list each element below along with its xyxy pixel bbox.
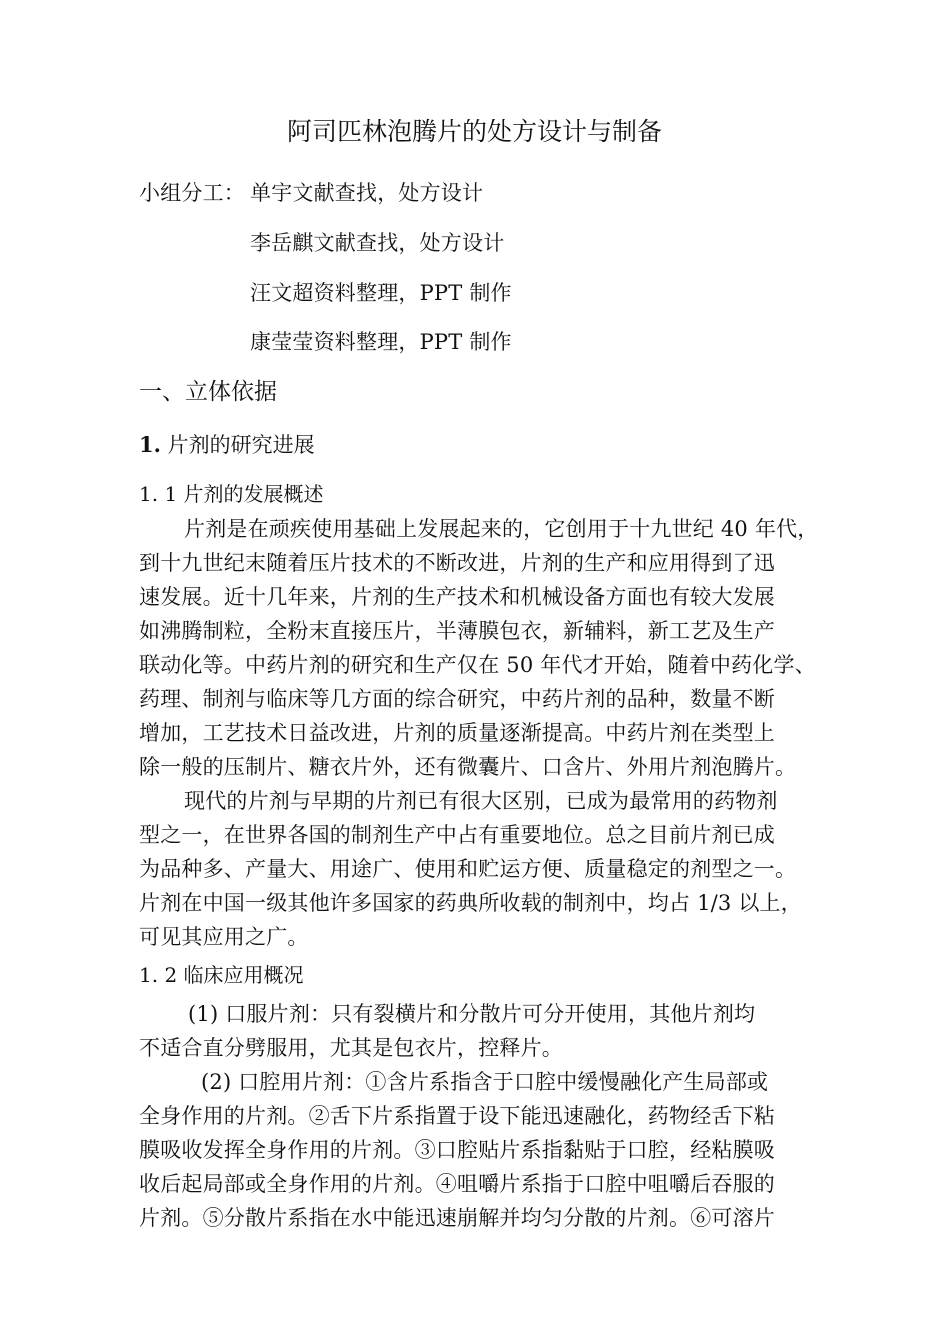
- paragraph-line: 联动化等。中药片剂的研究和生产仅在 50 年代才开始，随着中药化学、: [139, 653, 816, 677]
- list-item-line: 片剂。⑤分散片系指在水中能迅速崩解并均匀分散的片剂。⑥可溶片: [139, 1206, 775, 1230]
- subsection-heading-1-2: 1. 2 临床应用概况: [139, 963, 304, 987]
- paragraph-line: 速发展。近十几年来，片剂的生产技术和机械设备方面也有较大发展: [139, 585, 775, 609]
- paragraph-line: 片剂在中国一级其他许多国家的药典所收载的制剂中，均占 1/3 以上，: [139, 891, 802, 915]
- team-member-4: 康莹莹资料整理，PPT 制作: [250, 330, 512, 354]
- list-item-line: 膜吸收发挥全身作用的片剂。③口腔贴片系指黏贴于口腔，经粘膜吸: [139, 1138, 775, 1162]
- paragraph-line: 为品种多、产量大、用途广、使用和贮运方便、质量稳定的剂型之一。: [139, 857, 797, 881]
- subsection-heading-1: [139, 431, 315, 459]
- team-label: 小组分工：: [139, 181, 245, 205]
- team-member-3: 汪文超资料整理，PPT 制作: [250, 281, 512, 305]
- paragraph-line: 药理、制剂与临床等几方面的综合研究，中药片剂的品种，数量不断: [139, 687, 775, 711]
- document-title: 阿司匹林泡腾片的处方设计与制备: [287, 117, 663, 146]
- subsection-number: 1.: [139, 432, 161, 457]
- paragraph-line: 如沸腾制粒，全粉末直接压片，半薄膜包衣，新辅料，新工艺及生产: [139, 619, 775, 643]
- paragraph-line: 现代的片剂与早期的片剂已有很大区别，已成为最常用的药物剂: [184, 789, 778, 813]
- team-member-2: 李岳麒文献查找，处方设计: [250, 231, 505, 255]
- paragraph-line: 型之一，在世界各国的制剂生产中占有重要地位。总之目前片剂已成: [139, 823, 775, 847]
- subsection-title: 片剂的研究进展: [167, 433, 315, 457]
- paragraph-line: 到十九世纪末随着压片技术的不断改进，片剂的生产和应用得到了迅: [139, 551, 775, 575]
- list-item-line: 收后起局部或全身作用的片剂。④咀嚼片系指于口腔中咀嚼后吞服的: [139, 1172, 775, 1196]
- list-item-line: 不适合直分劈服用，尤其是包衣片，控释片。: [139, 1036, 563, 1060]
- paragraph-line: 增加，工艺技术日益改进，片剂的质量逐渐提高。中药片剂在类型上: [139, 721, 775, 745]
- paragraph-line: 片剂是在顽疾使用基础上发展起来的，它创用于十九世纪 40 年代，: [184, 517, 819, 541]
- subsection-heading-1-1: 1. 1 片剂的发展概述: [139, 482, 324, 506]
- list-item-line: (1) 口服片剂：只有裂横片和分散片可分开使用，其他片剂均: [188, 1002, 756, 1026]
- list-item-line: 全身作用的片剂。②舌下片系指置于设下能迅速融化，药物经舌下粘: [139, 1104, 775, 1128]
- team-member-1: 单宇文献查找，处方设计: [250, 181, 484, 205]
- list-item-line: (2) 口腔用片剂：①含片系指含于口腔中缓慢融化产生局部或: [201, 1070, 769, 1094]
- paragraph-line: 可见其应用之广。: [139, 925, 309, 949]
- paragraph-line: 除一般的压制片、糖衣片外，还有微囊片、口含片、外用片剂泡腾片。: [139, 755, 797, 779]
- section-heading: 一、立体依据: [139, 379, 277, 405]
